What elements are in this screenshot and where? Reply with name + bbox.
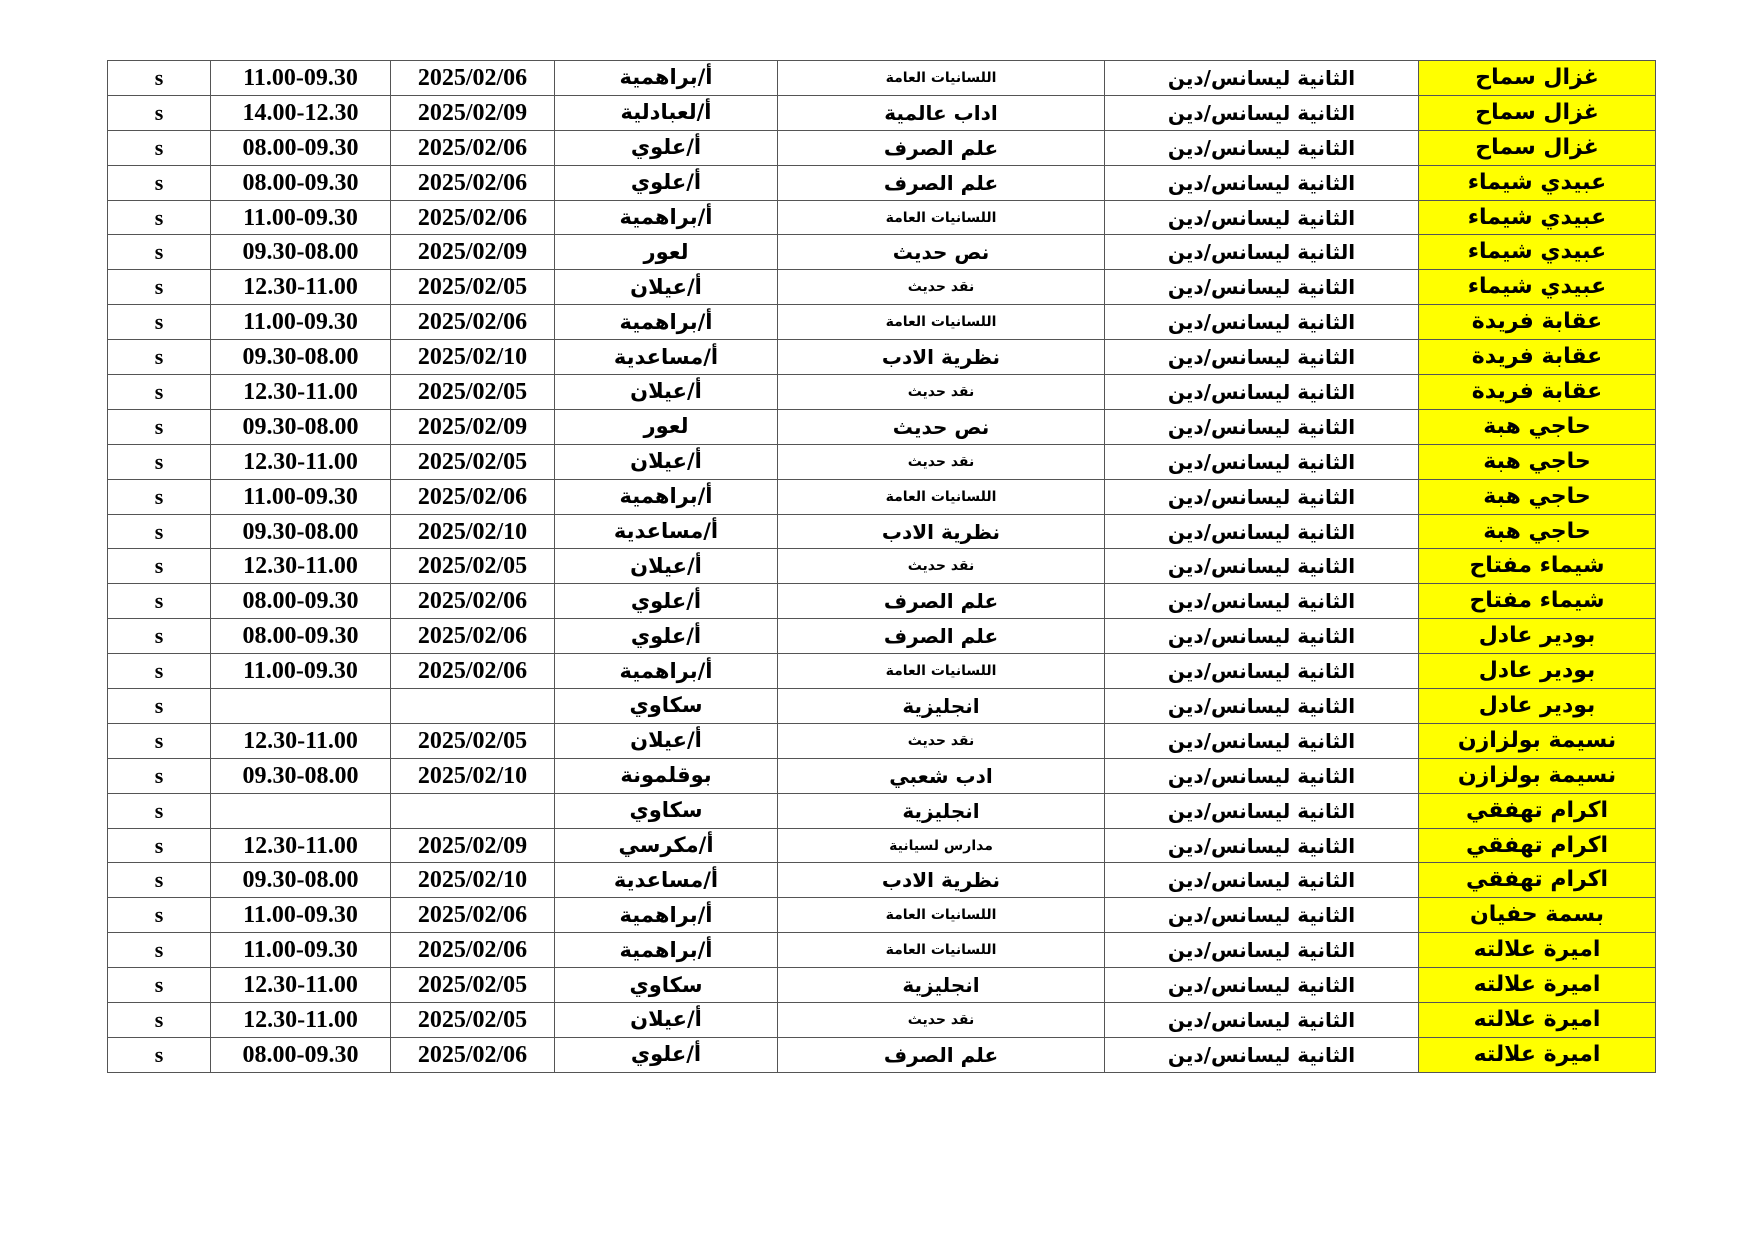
subject-cell: اللسانيات العامة — [778, 479, 1105, 514]
professor-cell: أ/علوي — [555, 1037, 778, 1072]
professor-cell: أ/عيلان — [555, 723, 778, 758]
table-row — [108, 479, 1656, 514]
professor-cell: لعور — [555, 235, 778, 270]
student-name-cell: بودير عادل — [1419, 619, 1656, 654]
mark-cell: s — [108, 305, 211, 340]
professor-cell: سكاوي — [555, 793, 778, 828]
student-name-cell: نسيمة بولزازن — [1419, 723, 1656, 758]
professor-cell: سكاوي — [555, 968, 778, 1003]
mark-cell: s — [108, 758, 211, 793]
subject-cell: اللسانيات العامة — [778, 654, 1105, 689]
subject-cell: نقد حديث — [778, 375, 1105, 410]
subject-cell: نظرية الادب — [778, 340, 1105, 375]
professor-cell: سكاوي — [555, 689, 778, 724]
table-row — [108, 61, 1656, 96]
table-row — [108, 95, 1656, 130]
date-cell: 2025/02/06 — [391, 479, 555, 514]
table-row — [108, 130, 1656, 165]
student-name-cell: عبيدي شيماء — [1419, 270, 1656, 305]
date-cell: 2025/02/06 — [391, 933, 555, 968]
level-cell: الثانية ليسانس/دين — [1105, 375, 1419, 410]
date-cell — [391, 689, 555, 724]
table-row — [108, 514, 1656, 549]
professor-cell: أ/عيلان — [555, 270, 778, 305]
date-cell: 2025/02/10 — [391, 514, 555, 549]
subject-cell: انجليزية — [778, 968, 1105, 1003]
subject-cell: علم الصرف — [778, 130, 1105, 165]
professor-cell: أ/براهمية — [555, 654, 778, 689]
table-row — [108, 933, 1656, 968]
student-name-cell: عقابة فريدة — [1419, 375, 1656, 410]
mark-cell: s — [108, 514, 211, 549]
time-cell: 11.00-09.30 — [211, 305, 391, 340]
professor-cell: أ/عيلان — [555, 375, 778, 410]
date-cell: 2025/02/06 — [391, 165, 555, 200]
student-name-cell: شيماء مفتاح — [1419, 584, 1656, 619]
date-cell: 2025/02/09 — [391, 235, 555, 270]
table-row — [108, 689, 1656, 724]
student-name-cell: اميرة علالته — [1419, 1003, 1656, 1038]
student-name-cell: غزال سماح — [1419, 130, 1656, 165]
table-row — [108, 340, 1656, 375]
student-name-cell: اميرة علالته — [1419, 968, 1656, 1003]
student-name-cell: حاجي هبة — [1419, 479, 1656, 514]
mark-cell: s — [108, 409, 211, 444]
table-row — [108, 758, 1656, 793]
subject-cell: نظرية الادب — [778, 514, 1105, 549]
professor-cell: أ/براهمية — [555, 305, 778, 340]
time-cell: 12.30-11.00 — [211, 375, 391, 410]
level-cell: الثانية ليسانس/دين — [1105, 1037, 1419, 1072]
date-cell — [391, 793, 555, 828]
professor-cell: أ/براهمية — [555, 200, 778, 235]
mark-cell: s — [108, 689, 211, 724]
student-name-cell: بودير عادل — [1419, 654, 1656, 689]
student-name-cell: عبيدي شيماء — [1419, 235, 1656, 270]
level-cell: الثانية ليسانس/دين — [1105, 340, 1419, 375]
date-cell: 2025/02/05 — [391, 723, 555, 758]
level-cell: الثانية ليسانس/دين — [1105, 723, 1419, 758]
table-row — [108, 444, 1656, 479]
subject-cell: مدارس لسيانية — [778, 828, 1105, 863]
mark-cell: s — [108, 165, 211, 200]
professor-cell: لعور — [555, 409, 778, 444]
subject-cell: نقد حديث — [778, 444, 1105, 479]
student-name-cell: غزال سماح — [1419, 61, 1656, 96]
subject-cell: اداب عالمية — [778, 95, 1105, 130]
table-row — [108, 549, 1656, 584]
level-cell: الثانية ليسانس/دين — [1105, 654, 1419, 689]
date-cell: 2025/02/09 — [391, 409, 555, 444]
mark-cell: s — [108, 1003, 211, 1038]
table-row — [108, 828, 1656, 863]
time-cell: 14.00-12.30 — [211, 95, 391, 130]
mark-cell: s — [108, 235, 211, 270]
subject-cell: نقد حديث — [778, 1003, 1105, 1038]
time-cell: 08.00-09.30 — [211, 130, 391, 165]
level-cell: الثانية ليسانس/دين — [1105, 828, 1419, 863]
time-cell: 12.30-11.00 — [211, 549, 391, 584]
student-name-cell: حاجي هبة — [1419, 444, 1656, 479]
table-row — [108, 793, 1656, 828]
subject-cell: علم الصرف — [778, 1037, 1105, 1072]
time-cell: 12.30-11.00 — [211, 270, 391, 305]
subject-cell: اللسانيات العامة — [778, 61, 1105, 96]
time-cell: 08.00-09.30 — [211, 584, 391, 619]
subject-cell: اللسانيات العامة — [778, 200, 1105, 235]
mark-cell: s — [108, 584, 211, 619]
date-cell: 2025/02/06 — [391, 619, 555, 654]
mark-cell: s — [108, 95, 211, 130]
student-name-cell: اكرام تهفقي — [1419, 793, 1656, 828]
date-cell: 2025/02/09 — [391, 828, 555, 863]
level-cell: الثانية ليسانس/دين — [1105, 61, 1419, 96]
table-row — [108, 270, 1656, 305]
subject-cell: انجليزية — [778, 793, 1105, 828]
time-cell: 11.00-09.30 — [211, 61, 391, 96]
time-cell: 09.30-08.00 — [211, 235, 391, 270]
subject-cell: نص حديث — [778, 409, 1105, 444]
professor-cell: أ/براهمية — [555, 61, 778, 96]
schedule-body — [108, 61, 1656, 1073]
subject-cell: نقد حديث — [778, 723, 1105, 758]
table-row — [108, 375, 1656, 410]
mark-cell: s — [108, 340, 211, 375]
student-name-cell: بودير عادل — [1419, 689, 1656, 724]
table-row — [108, 200, 1656, 235]
subject-cell: انجليزية — [778, 689, 1105, 724]
level-cell: الثانية ليسانس/دين — [1105, 793, 1419, 828]
mark-cell: s — [108, 270, 211, 305]
time-cell: 09.30-08.00 — [211, 340, 391, 375]
subject-cell: علم الصرف — [778, 584, 1105, 619]
date-cell: 2025/02/05 — [391, 968, 555, 1003]
table-row — [108, 898, 1656, 933]
mark-cell: s — [108, 933, 211, 968]
level-cell: الثانية ليسانس/دين — [1105, 933, 1419, 968]
student-name-cell: عقابة فريدة — [1419, 340, 1656, 375]
mark-cell: s — [108, 130, 211, 165]
time-cell: 11.00-09.30 — [211, 898, 391, 933]
time-cell: 08.00-09.30 — [211, 165, 391, 200]
level-cell: الثانية ليسانس/دين — [1105, 968, 1419, 1003]
subject-cell: نقد حديث — [778, 270, 1105, 305]
professor-cell: أ/مكرسي — [555, 828, 778, 863]
subject-cell: علم الصرف — [778, 619, 1105, 654]
level-cell: الثانية ليسانس/دين — [1105, 514, 1419, 549]
level-cell: الثانية ليسانس/دين — [1105, 584, 1419, 619]
table-row — [108, 619, 1656, 654]
student-name-cell: شيماء مفتاح — [1419, 549, 1656, 584]
professor-cell: أ/عيلان — [555, 549, 778, 584]
mark-cell: s — [108, 968, 211, 1003]
level-cell: الثانية ليسانس/دين — [1105, 898, 1419, 933]
date-cell: 2025/02/06 — [391, 898, 555, 933]
professor-cell: أ/علوي — [555, 165, 778, 200]
level-cell: الثانية ليسانس/دين — [1105, 619, 1419, 654]
mark-cell: s — [108, 863, 211, 898]
table-row — [108, 584, 1656, 619]
professor-cell: أ/براهمية — [555, 479, 778, 514]
date-cell: 2025/02/05 — [391, 549, 555, 584]
time-cell — [211, 793, 391, 828]
table-row — [108, 968, 1656, 1003]
level-cell: الثانية ليسانس/دين — [1105, 165, 1419, 200]
mark-cell: s — [108, 549, 211, 584]
date-cell: 2025/02/10 — [391, 863, 555, 898]
table-row — [108, 654, 1656, 689]
level-cell: الثانية ليسانس/دين — [1105, 305, 1419, 340]
time-cell: 09.30-08.00 — [211, 863, 391, 898]
table-row — [108, 1003, 1656, 1038]
mark-cell: s — [108, 200, 211, 235]
time-cell: 12.30-11.00 — [211, 968, 391, 1003]
mark-cell: s — [108, 619, 211, 654]
subject-cell: نظرية الادب — [778, 863, 1105, 898]
mark-cell: s — [108, 898, 211, 933]
date-cell: 2025/02/09 — [391, 95, 555, 130]
level-cell: الثانية ليسانس/دين — [1105, 689, 1419, 724]
professor-cell: أ/علوي — [555, 130, 778, 165]
mark-cell: s — [108, 654, 211, 689]
professor-cell: أ/براهمية — [555, 933, 778, 968]
subject-cell: نقد حديث — [778, 549, 1105, 584]
table-row — [108, 1037, 1656, 1072]
time-cell — [211, 689, 391, 724]
student-name-cell: اميرة علالته — [1419, 933, 1656, 968]
time-cell: 12.30-11.00 — [211, 444, 391, 479]
time-cell: 09.30-08.00 — [211, 758, 391, 793]
professor-cell: أ/براهمية — [555, 898, 778, 933]
level-cell: الثانية ليسانس/دين — [1105, 409, 1419, 444]
date-cell: 2025/02/05 — [391, 270, 555, 305]
professor-cell: أ/مساعدية — [555, 863, 778, 898]
time-cell: 12.30-11.00 — [211, 828, 391, 863]
time-cell: 11.00-09.30 — [211, 200, 391, 235]
professor-cell: أ/لعبادلية — [555, 95, 778, 130]
student-name-cell: حاجي هبة — [1419, 514, 1656, 549]
table-row — [108, 165, 1656, 200]
time-cell: 08.00-09.30 — [211, 619, 391, 654]
subject-cell: اللسانيات العامة — [778, 898, 1105, 933]
table-row — [108, 723, 1656, 758]
student-name-cell: حاجي هبة — [1419, 409, 1656, 444]
level-cell: الثانية ليسانس/دين — [1105, 95, 1419, 130]
mark-cell: s — [108, 444, 211, 479]
level-cell: الثانية ليسانس/دين — [1105, 130, 1419, 165]
subject-cell: علم الصرف — [778, 165, 1105, 200]
student-name-cell: بسمة حفيان — [1419, 898, 1656, 933]
level-cell: الثانية ليسانس/دين — [1105, 235, 1419, 270]
level-cell: الثانية ليسانس/دين — [1105, 758, 1419, 793]
date-cell: 2025/02/05 — [391, 375, 555, 410]
date-cell: 2025/02/06 — [391, 584, 555, 619]
level-cell: الثانية ليسانس/دين — [1105, 863, 1419, 898]
time-cell: 09.30-08.00 — [211, 409, 391, 444]
student-name-cell: عقابة فريدة — [1419, 305, 1656, 340]
time-cell: 09.30-08.00 — [211, 514, 391, 549]
table-row — [108, 409, 1656, 444]
level-cell: الثانية ليسانس/دين — [1105, 1003, 1419, 1038]
student-name-cell: اميرة علالته — [1419, 1037, 1656, 1072]
time-cell: 11.00-09.30 — [211, 479, 391, 514]
date-cell: 2025/02/06 — [391, 130, 555, 165]
level-cell: الثانية ليسانس/دين — [1105, 270, 1419, 305]
date-cell: 2025/02/05 — [391, 1003, 555, 1038]
professor-cell: أ/علوي — [555, 619, 778, 654]
date-cell: 2025/02/06 — [391, 61, 555, 96]
date-cell: 2025/02/06 — [391, 654, 555, 689]
mark-cell: s — [108, 61, 211, 96]
professor-cell: بوقلمونة — [555, 758, 778, 793]
subject-cell: اللسانيات العامة — [778, 305, 1105, 340]
student-name-cell: اكرام تهفقي — [1419, 828, 1656, 863]
subject-cell: نص حديث — [778, 235, 1105, 270]
time-cell: 11.00-09.30 — [211, 933, 391, 968]
student-name-cell: نسيمة بولزازن — [1419, 758, 1656, 793]
professor-cell: أ/علوي — [555, 584, 778, 619]
professor-cell: أ/عيلان — [555, 1003, 778, 1038]
time-cell: 11.00-09.30 — [211, 654, 391, 689]
date-cell: 2025/02/06 — [391, 1037, 555, 1072]
time-cell: 12.30-11.00 — [211, 1003, 391, 1038]
mark-cell: s — [108, 828, 211, 863]
mark-cell: s — [108, 793, 211, 828]
date-cell: 2025/02/10 — [391, 758, 555, 793]
table-row — [108, 863, 1656, 898]
date-cell: 2025/02/10 — [391, 340, 555, 375]
time-cell: 08.00-09.30 — [211, 1037, 391, 1072]
date-cell: 2025/02/05 — [391, 444, 555, 479]
student-name-cell: عبيدي شيماء — [1419, 165, 1656, 200]
mark-cell: s — [108, 375, 211, 410]
mark-cell: s — [108, 479, 211, 514]
level-cell: الثانية ليسانس/دين — [1105, 549, 1419, 584]
date-cell: 2025/02/06 — [391, 305, 555, 340]
table-row — [108, 305, 1656, 340]
subject-cell: اللسانيات العامة — [778, 933, 1105, 968]
mark-cell: s — [108, 1037, 211, 1072]
date-cell: 2025/02/06 — [391, 200, 555, 235]
mark-cell: s — [108, 723, 211, 758]
time-cell: 12.30-11.00 — [211, 723, 391, 758]
table-row — [108, 235, 1656, 270]
student-name-cell: عبيدي شيماء — [1419, 200, 1656, 235]
professor-cell: أ/مساعدية — [555, 514, 778, 549]
professor-cell: أ/مساعدية — [555, 340, 778, 375]
level-cell: الثانية ليسانس/دين — [1105, 479, 1419, 514]
level-cell: الثانية ليسانس/دين — [1105, 444, 1419, 479]
professor-cell: أ/عيلان — [555, 444, 778, 479]
subject-cell: ادب شعبي — [778, 758, 1105, 793]
level-cell: الثانية ليسانس/دين — [1105, 200, 1419, 235]
student-name-cell: غزال سماح — [1419, 95, 1656, 130]
exam-schedule-table — [107, 60, 1656, 1073]
student-name-cell: اكرام تهفقي — [1419, 863, 1656, 898]
